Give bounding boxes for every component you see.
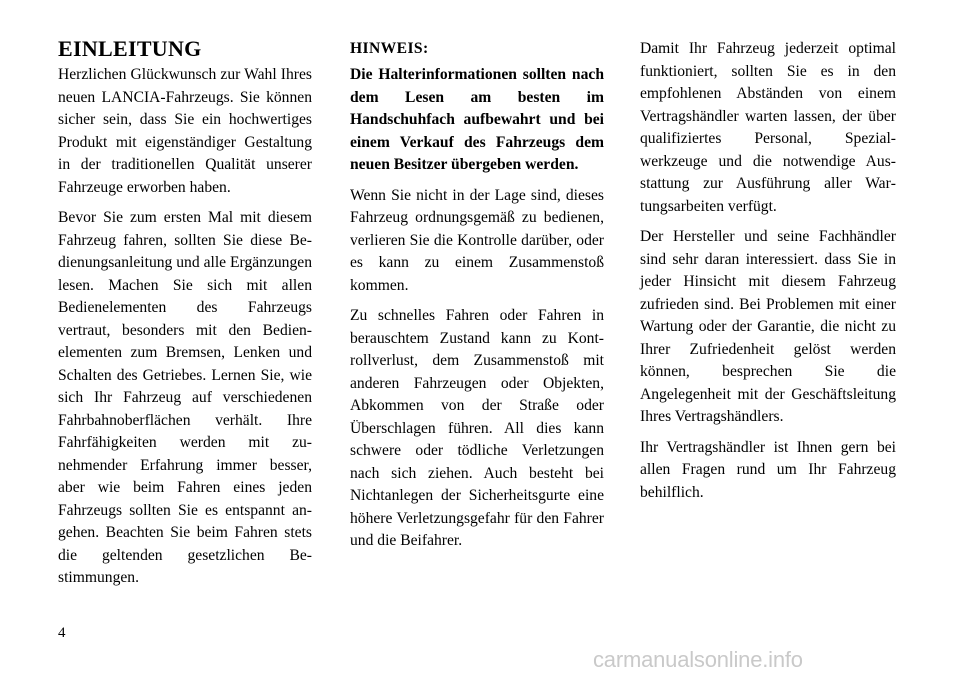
intro-paragraph: Herzlichen Glückwunsch zur Wahl Ihres neuen LANCIA-Fahrzeugs. Sie können sicher sein, dass Sie ein hochwertiges Produkt mit eigenständiger Gestaltung in der traditionellen Qualität unserer Fahrzeuge erworben haben. bbox=[58, 66, 312, 196]
body-paragraph: Der Hersteller und seine Fachhändler sind sehr daran interessiert. dass Sie in jeder Hinsicht mit diesem Fahrzeug zufrieden sind. Bei Problemen mit einer Wartung oder der Garantie, die nicht zu Ihrer Zufriedenheit gelöst werden können, besprechen Sie die Angelegenheit mit der Geschäftsleitung Ihres Vertragshändlers. bbox=[640, 228, 896, 425]
body-paragraph: Zu schnelles Fahren oder Fahren in berauschtem Zustand kann zu Kontrollverlust, dem Zusammenstoß mit anderen Fahrzeugen oder Objekten, Abkommen von der Straße oder Überschlagen führen. All dies kann schwere oder tödliche Verletzungen nach sich ziehen. Auch besteht bei Nichtanlegen der Sicherheitsgurte eine höhere Verletzungsgefahr für den Fahrer und die Beifahrer. bbox=[350, 307, 604, 549]
note-text: Die Halterinformationen sollten nach dem Lesen am besten im Handschuhfach aufbewahrt und bei einem Verkauf des Fahrzeugs dem neuen Besitzer übergeben werden. bbox=[350, 66, 604, 173]
watermark: carmanualsonline.info bbox=[593, 647, 803, 672]
section-heading: EINLEITUNG bbox=[58, 36, 202, 61]
middle-column bbox=[350, 38, 604, 561]
left-column bbox=[58, 36, 312, 598]
page-number: 4 bbox=[58, 625, 66, 641]
body-paragraph: Damit Ihr Fahrzeug jederzeit optimal funktioniert, sollten Sie es in den empfohlenen Abständen von einem Vertragshändler warten lassen, der über qualifiziertes Personal, Spezialwerkzeuge und die notwendige Ausstattung zur Ausführung aller Wartungsarbeiten verfügt. bbox=[640, 40, 896, 215]
note-heading: HINWEIS: bbox=[350, 40, 429, 57]
right-column bbox=[640, 38, 896, 512]
body-paragraph: Ihr Vertragshändler ist Ihnen gern bei allen Fragen rund um Ihr Fahrzeug behilflich. bbox=[640, 438, 896, 501]
body-paragraph: Wenn Sie nicht in der Lage sind, dieses Fahrzeug ordnungsgemäß zu bedienen, verlieren Sie die Kontrolle darüber, oder es kann zu einem Zusammenstoß kommen. bbox=[350, 186, 604, 294]
body-paragraph: Bevor Sie zum ersten Mal mit diesem Fahrzeug fahren, sollten Sie diese Bedienungsanleitung und alle Ergänzungen lesen. Machen Sie sich mit allen Bedienelementen des Fahrzeugs vertraut, besonders mit den Bedienelementen zum Bremsen, Lenken und Schalten des Getriebes. Lernen Sie, wie sich Ihr Fahrzeug auf verschiedenen Fahrbahnoberflächen verhält. Ihre Fahrfähigkeiten werden mit zunehmender Erfahrung immer besser, aber wie beim Fahren eines jeden Fahrzeugs sollten Sie es entspannt angehen. Beachten Sie beim Fahren stets die geltenden gesetzlichen Bestimmungen. bbox=[58, 209, 312, 586]
